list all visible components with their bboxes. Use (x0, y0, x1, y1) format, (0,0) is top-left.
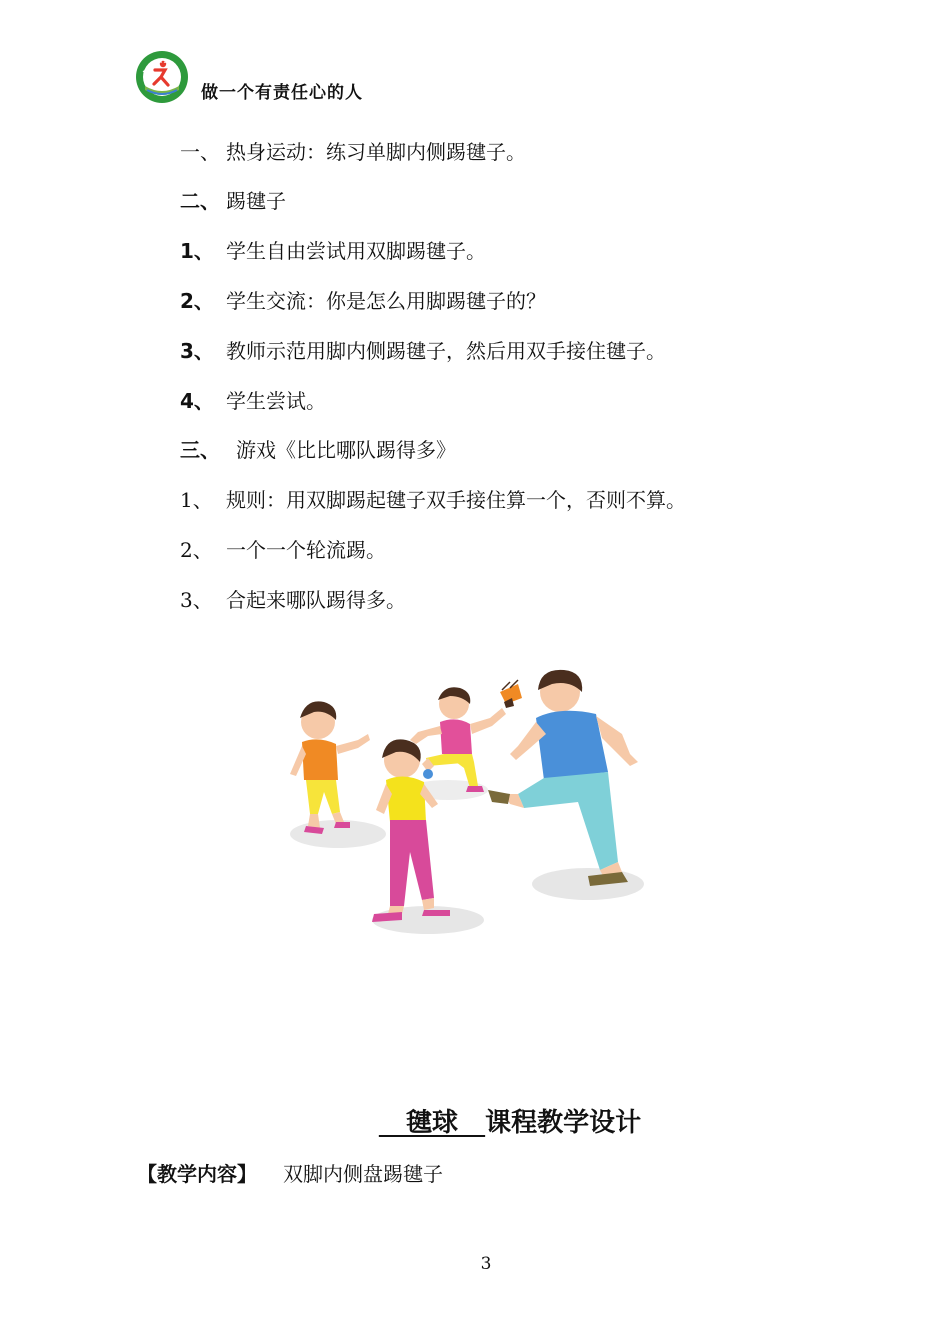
step-number: 4、 (180, 389, 214, 413)
step-line (180, 586, 406, 614)
step-text: 热身运动：练习单脚内侧踢毽子。 (226, 140, 526, 164)
step-number: 三、 (180, 438, 220, 462)
step-line (180, 436, 456, 464)
step-text: 教师示范用脚内侧踢毽子，然后用双手接住毽子。 (226, 339, 666, 363)
step-text: 游戏《比比哪队踢得多》 (236, 438, 456, 462)
step-line (180, 536, 386, 564)
step-number: 3、 (180, 339, 214, 363)
step-text: 踢毽子 (226, 189, 286, 213)
course-title (0, 1102, 950, 1139)
step-text: 学生交流：你是怎么用脚踢毽子的？ (226, 289, 546, 313)
step-text: 合起来哪队踢得多。 (226, 588, 406, 612)
step-number: 1、 (180, 239, 214, 263)
step-number: 1、 (180, 488, 213, 512)
step-number: 一、 (180, 140, 220, 164)
step-number: 3、 (180, 588, 213, 612)
course-subject: 毽球 (378, 1108, 486, 1138)
school-logo-icon (135, 50, 189, 104)
teaching-content-label: 【教学内容】 (137, 1162, 257, 1186)
step-number: 2、 (180, 538, 213, 562)
step-text: 规则：用双脚踢起毽子双手接住算一个，否则不算。 (226, 488, 686, 512)
step-line (180, 486, 686, 514)
teaching-content-row (137, 1158, 443, 1187)
step-number: 二、 (180, 189, 220, 213)
step-line (180, 187, 286, 215)
step-text: 学生自由尝试用双脚踢毽子。 (226, 239, 486, 263)
step-line (180, 287, 546, 315)
step-text: 一个一个轮流踢。 (226, 538, 386, 562)
course-title-suffix: 课程教学设计 (485, 1108, 642, 1138)
step-line (180, 138, 526, 166)
school-motto: 做一个有责任心的人 (201, 83, 363, 103)
step-line (180, 237, 486, 265)
children-kicking-shuttlecock-icon (278, 662, 658, 944)
step-line (180, 387, 326, 415)
step-line (180, 337, 666, 365)
page-number: 3 (480, 1254, 492, 1274)
step-text: 学生尝试。 (226, 389, 326, 413)
step-number: 2、 (180, 289, 214, 313)
teaching-content-value: 双脚内侧盘踢毽子 (283, 1162, 443, 1186)
